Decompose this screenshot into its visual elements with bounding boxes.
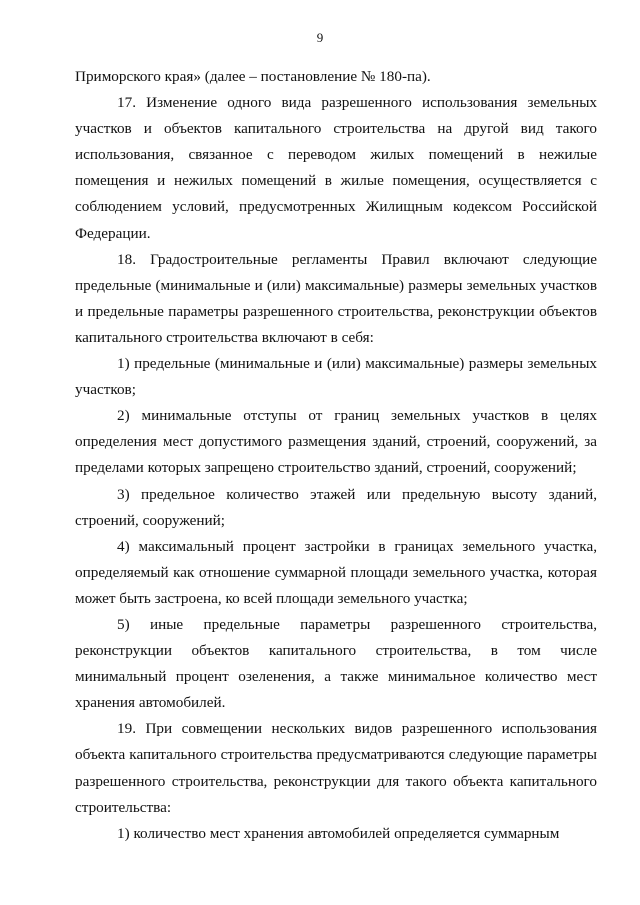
- paragraph-18: 18. Градостроительные регламенты Правил включают следующие предельные (минимальные и (или) максимальные) размеры земельных участков и предельные параметры разрешенного строительства, реконструкции объектов капитального строительства включают в себя:: [75, 250, 597, 346]
- paragraph-19: 19. При совмещении нескольких видов разрешенного использования объекта капитального строительства предусматриваются следующие параметры разрешенного строительства, реконструкции для такого объекта капитального строительства:: [75, 720, 597, 816]
- document-body: [75, 64, 597, 847]
- list-item-18-5: 5) иные предельные параметры разрешенного строительства, реконструкции объектов капитального строительства, в том числе минимальный процент озеленения, а также минимальное количество мест хранения автомобилей.: [75, 615, 597, 712]
- page-number: 9: [316, 30, 324, 45]
- list-item-19-1: 1) количество мест хранения автомобилей определяется суммарным: [117, 824, 560, 842]
- list-item-18-2: 2) минимальные отступы от границ земельных участков в целях определения мест допустимого размещения зданий, строений, сооружений, за пределами которых запрещено строительство зданий, строений, сооружений;: [75, 407, 597, 477]
- paragraph-17: 17. Изменение одного вида разрешенного использования земельных участков и объектов капитального строительства на другой вид такого использования, связанное с переводом жилых помещений в нежилые помещения и нежилых помещений в жилые помещения, осуществляется с соблюдением условий, предусмотренных Жилищным кодексом Российской Федерации.: [75, 94, 597, 242]
- list-item-18-3: 3) предельное количество этажей или предельную высоту зданий, строений, сооружений;: [75, 485, 597, 529]
- list-item-18-4: 4) максимальный процент застройки в границах земельного участка, определяемый как отношение суммарной площади земельного участка, которая может быть застроена, ко всей площади земельного участка;: [75, 537, 597, 607]
- paragraph-continuation: Приморского края» (далее – постановление № 180-па).: [75, 68, 431, 85]
- list-item-18-1: 1) предельные (минимальные и (или) максимальные) размеры земельных участков;: [75, 355, 597, 399]
